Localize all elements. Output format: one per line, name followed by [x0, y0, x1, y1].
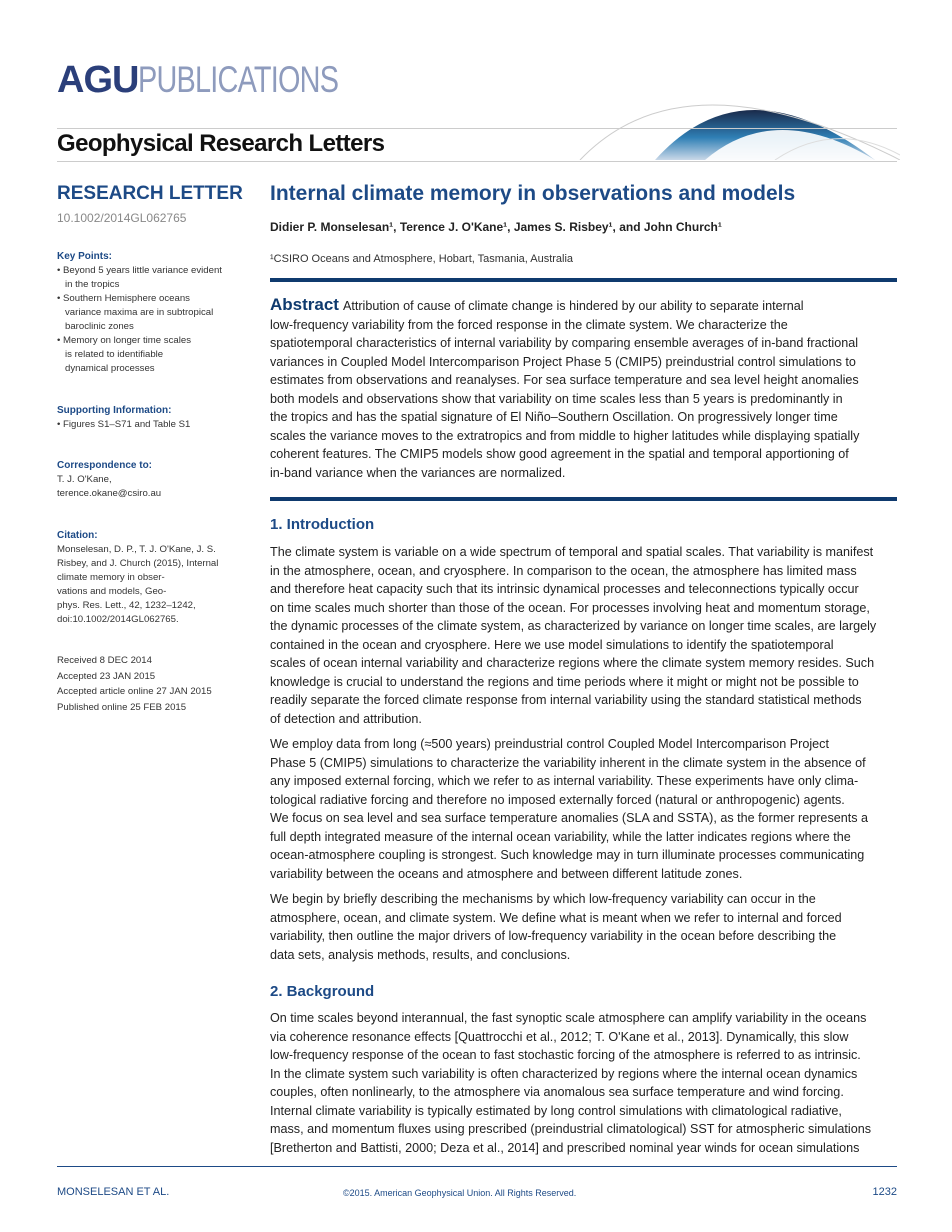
- supporting-text: • Figures S1–S71 and Table S1: [57, 419, 191, 430]
- citation-line: climate memory in obser-: [57, 572, 165, 583]
- text-line: the dynamic processes of the climate system, as characterized by variance on longer time scales, are largely: [270, 619, 877, 633]
- text-line: [Bretherton and Battisti, 2000; Deza et al., 2014] and prescribed nominal year winds for ocean simulations: [270, 1140, 860, 1155]
- citation-line: Risbey, and J. Church (2015), Internal: [57, 558, 219, 569]
- text-line: full depth integrated measure of the internal ocean variability, while the latter indicates regions where the: [270, 829, 851, 844]
- text-line: via coherence resonance effects [Quattrocchi et al., 2012; T. O'Kane et al., 2013]. Dynamically, this slow: [270, 1029, 849, 1044]
- date-line: Accepted 23 JAN 2015: [57, 670, 156, 682]
- abstract-line: variances in Coupled Model Intercomparison Project Phase 5 (CMIP5) preindustrial control simulations to: [270, 354, 856, 369]
- key-point-line: variance maxima are in subtropical: [65, 307, 214, 318]
- text-line: in the atmosphere, ocean, and cryosphere. In comparison to the ocean, the atmosphere has limited mass: [270, 563, 857, 578]
- key-point-line: baroclinic zones: [65, 321, 134, 332]
- citation-title: Citation:: [57, 530, 98, 541]
- correspondence: [57, 459, 242, 501]
- date-line: Received 8 DEC 2014: [57, 655, 152, 666]
- doi: 10.1002/2014GL062765: [57, 211, 187, 225]
- abstract-line: both models and observations show that variability on time scales less than 5 years is predominantly in: [270, 391, 843, 406]
- footer-copyright: ©2015. American Geophysical Union. All Rights Reserved.: [343, 1188, 577, 1198]
- text-line: We employ data from long (≈500 years) preindustrial control Coupled Model Intercomparison Project: [270, 737, 829, 751]
- correspondence-title: Correspondence to:: [57, 460, 153, 471]
- dates: [57, 653, 242, 715]
- abstract-top-rule: [270, 278, 897, 282]
- header-rule: [57, 128, 897, 129]
- abstract-bottom-rule: [270, 497, 897, 501]
- abstract-line: scales the variance moves to the extratropics and from middle to higher latitudes while displaying spatially: [270, 428, 860, 443]
- logo-publications: PUBLICATIONS: [138, 59, 339, 100]
- key-point-line: in the tropics: [65, 279, 120, 290]
- text-line: of detection and attribution.: [270, 711, 422, 726]
- abstract-line: [270, 296, 898, 316]
- journal-title: Geophysical Research Letters: [57, 130, 385, 157]
- authors: Didier P. Monselesan¹, Terence J. O'Kane¹, James S. Risbey¹, and John Church¹: [270, 220, 722, 234]
- section-2-heading: 2. Background: [270, 983, 375, 1000]
- footer-authors: MONSELESAN ET AL.: [57, 1186, 170, 1198]
- footer-rule: [57, 1166, 897, 1167]
- citation-line: phys. Res. Lett., 42, 1232–1242,: [57, 600, 196, 611]
- abstract-line: estimates from observations and reanalyses. For sea surface temperature and sea level height anomalies: [270, 373, 859, 387]
- text-line: We focus on sea level and sea surface temperature anomalies (SLA and SSTA), as the former represents a: [270, 811, 869, 825]
- text-line: Internal climate variability is typically estimated by long control simulations with climatological radiative,: [270, 1103, 842, 1118]
- citation: [57, 529, 242, 627]
- text-line: knowledge is crucial to understand the regions and time periods where it might or might not be possible to: [270, 674, 859, 689]
- affiliation: ¹CSIRO Oceans and Atmosphere, Hobart, Tasmania, Australia: [270, 253, 574, 265]
- text-line: Phase 5 (CMIP5) simulations to characterize the variability inherent in the climate system in the absence of: [270, 755, 866, 770]
- text-line: tological radiative forcing and therefore no imposed externally forced (natural or anthropogenic) agents.: [270, 792, 845, 807]
- intro-paragraph-2: [270, 735, 898, 883]
- date-line: Published online 25 FEB 2015: [57, 701, 187, 713]
- date-line: Accepted article online 27 JAN 2015: [57, 686, 212, 697]
- article-title: Internal climate memory in observations and models: [270, 182, 796, 205]
- abstract: [270, 296, 898, 482]
- abstract-text: Attribution of cause of climate change is hindered by our ability to separate internal: [342, 299, 804, 313]
- text-line: on time scales much shorter than those of the ocean. For processes involving heat and momentum storage,: [270, 600, 870, 615]
- agu-publications-logo: [57, 60, 395, 100]
- text-line: On time scales beyond interannual, the fast synoptic scale atmosphere can amplify variability in the oceans: [270, 1011, 867, 1025]
- logo-agu: AGU: [57, 59, 139, 101]
- text-line: readily separate the forced climate response from internal variability using the standard statistical methods: [270, 693, 862, 707]
- abstract-line: the tropics and has the spatial signature of El Niño–Southern Oscillation. On progressively longer time: [270, 410, 838, 424]
- header-rule-2: [57, 161, 897, 162]
- key-point-line: • Memory on longer time scales: [57, 335, 191, 346]
- abstract-label: Abstract: [270, 295, 339, 314]
- text-line: variability, then outline the major drivers of low-frequency variability in the ocean before describing the: [270, 929, 837, 943]
- text-line: The climate system is variable on a wide spectrum of temporal and spatial scales. That variability is manifest: [270, 545, 874, 559]
- text-line: low-frequency response of the ocean to fast stochastic forcing of the atmosphere is referred to as intrinsic.: [270, 1048, 861, 1062]
- background-paragraph-1: [270, 1009, 898, 1157]
- text-line: scales of ocean internal variability and characterize regions where the climate system memory resides. Such: [270, 656, 875, 670]
- key-point-line: • Southern Hemisphere oceans: [57, 293, 190, 304]
- supporting-information: [57, 404, 242, 432]
- correspondence-email[interactable]: terence.okane@csiro.au: [57, 488, 162, 499]
- text-line: ocean-atmosphere coupling is strongest. Such knowledge may in turn illuminate processes communicating: [270, 848, 865, 862]
- key-point-line: is related to identifiable: [65, 349, 164, 360]
- key-points-title: Key Points:: [57, 251, 113, 262]
- text-line: variability between the oceans and atmosphere and between different latitude zones.: [270, 866, 743, 881]
- text-line: couples, often nonlinearly, to the atmosphere via anomalous sea surface temperature and wind forcing.: [270, 1085, 844, 1099]
- intro-paragraph-1: [270, 543, 898, 728]
- page-number: 1232: [872, 1186, 897, 1198]
- text-line: and therefore heat capacity such that its intrinsic dynamical processes and teleconnections typically occur: [270, 582, 859, 596]
- abstract-line: spatiotemporal characteristics of internal variability by comparing ensemble averages of in-band fractional: [270, 336, 859, 350]
- abstract-line: in-band variance when the variances are normalized.: [270, 465, 566, 480]
- key-points: [57, 250, 242, 376]
- intro-paragraph-3: [270, 890, 898, 964]
- text-line: atmosphere, ocean, and climate system. We define what is meant when we refer to internal and forced: [270, 910, 842, 925]
- key-point-line: dynamical processes: [65, 363, 155, 374]
- text-line: mass, and momentum fluxes using prescribed (preindustrial climatological) SST for atmospheric simulations: [270, 1122, 872, 1136]
- text-line: data sets, analysis methods, results, and conclusions.: [270, 947, 571, 962]
- correspondence-name: T. J. O'Kane,: [57, 474, 112, 485]
- section-1-heading: 1. Introduction: [270, 516, 375, 533]
- citation-line: Monselesan, D. P., T. J. O'Kane, J. S.: [57, 544, 216, 555]
- earth-horizon-graphic: [575, 70, 900, 160]
- text-line: We begin by briefly describing the mechanisms by which low-frequency variability can occur in the: [270, 892, 816, 906]
- text-line: any imposed external forcing, which we refer to as internal variability. These experiments have only clima-: [270, 774, 859, 788]
- supporting-title: Supporting Information:: [57, 405, 172, 416]
- text-line: In the climate system such variability is often characterized by regions where the internal ocean dynamics: [270, 1066, 858, 1081]
- text-line: contained in the ocean and cryosphere. Here we use model simulations to identify the spatiotemporal: [270, 637, 834, 652]
- citation-line: vations and models, Geo-: [57, 586, 167, 597]
- abstract-line: low-frequency variability from the forced response in the climate system. We characterize the: [270, 317, 788, 332]
- key-point-line: • Beyond 5 years little variance evident: [57, 265, 222, 276]
- article-type: RESEARCH LETTER: [57, 183, 243, 204]
- abstract-line: coherent features. The CMIP5 models show good agreement in the spatial and temporal apportioning of: [270, 447, 849, 461]
- citation-line: doi:10.1002/2014GL062765.: [57, 614, 179, 625]
